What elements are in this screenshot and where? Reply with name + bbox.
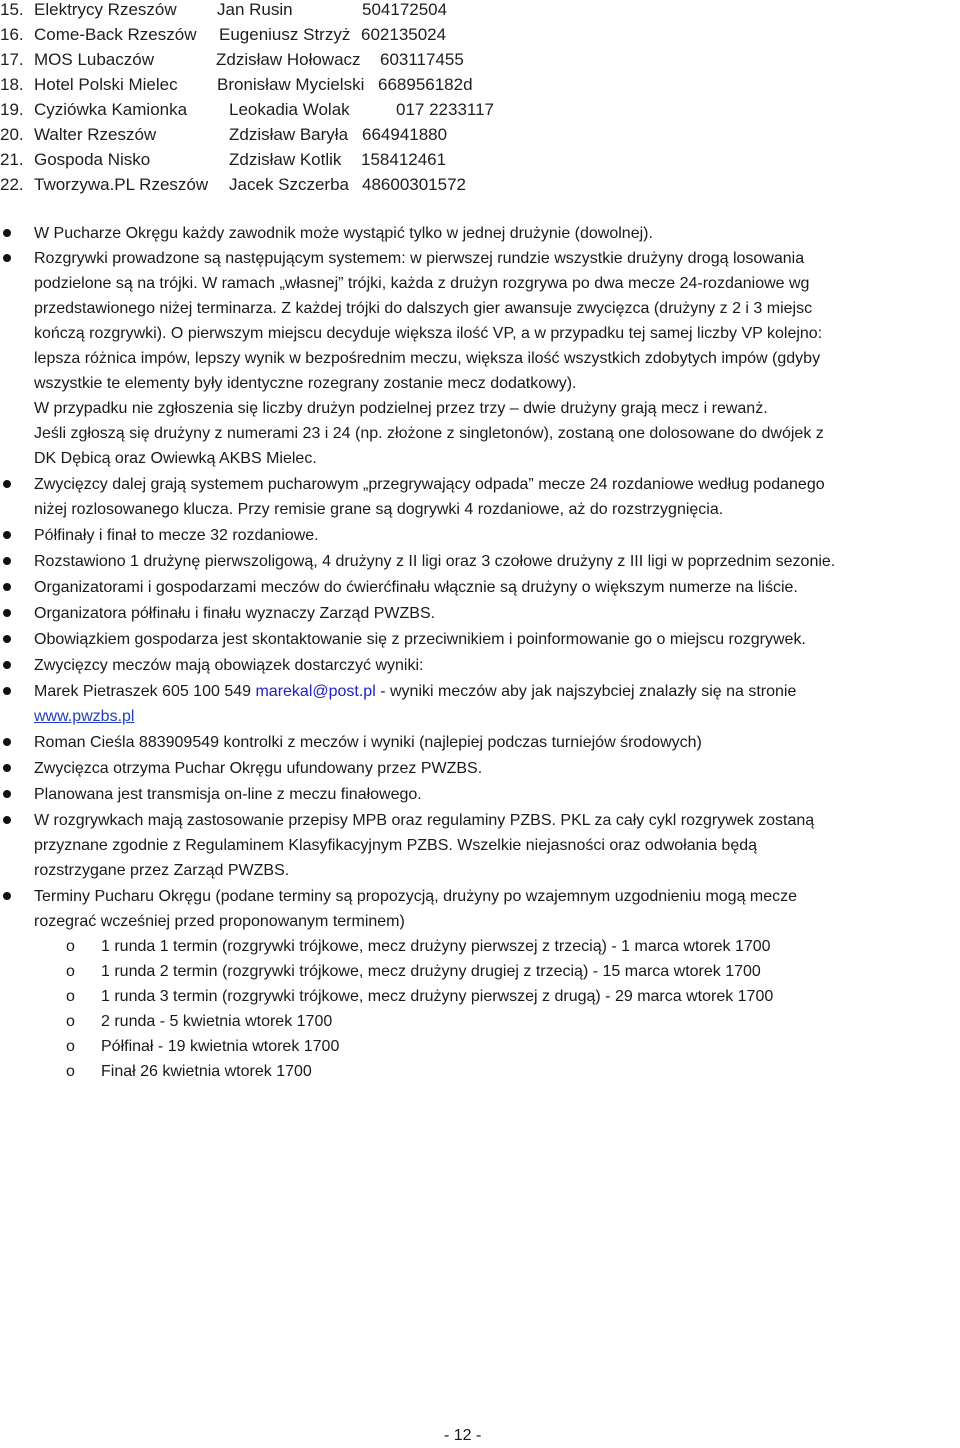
schedule-text: 2 runda - 5 kwietnia wtorek 1700 [101,1013,333,1030]
circle-bullet-icon: o [66,963,75,980]
bullet-icon [3,756,13,781]
bullet-icon [3,575,13,600]
bullet-icon [3,782,13,807]
rule-line: kończą rozgrywki). O pierwszym miejscu decyduje większa ilość VP, a w przypadku tej samej liczby VP kolejno: [34,325,823,342]
rule-line: W rozgrywkach mają zastosowanie przepisy MPB oraz regulaminy PZBS. PKL za cały cykl rozgrywek zostaną [34,812,815,829]
team-number: 17. [0,50,24,69]
schedule-text: Finał 26 kwietnia wtorek 1700 [101,1063,312,1080]
rule-line: wszystkie te elementy były identyczne rozegrany zostanie mecz dodatkowy). [34,375,577,392]
team-phone: 48600301572 [362,175,467,194]
rule-text: Zwycięzcy meczów mają obowiązek dostarczyć wyniki: [34,657,424,674]
circle-bullet-icon: o [66,1038,75,1055]
circle-bullet-icon: o [66,988,75,1005]
rule-line [34,704,959,729]
circle-bullet-icon: o [66,1013,75,1030]
schedule-text: Półfinał - 19 kwietnia wtorek 1700 [101,1038,340,1055]
website-link[interactable]: www.pwzbs.pl [34,708,135,725]
circle-bullet-icon: o [66,938,75,955]
bullet-icon [3,884,13,909]
team-name: Gospoda Nisko [34,150,151,169]
team-contact: Zdzisław Baryła [229,125,349,144]
rule-line: Terminy Pucharu Okręgu (podane terminy są propozycją, drużyny po wzajemnym uzgodnieniu mogą mecze [34,888,798,905]
team-number: 20. [0,125,24,144]
rule-text: Zwycięzca otrzyma Puchar Okręgu ufundowany przez PWZBS. [34,760,483,777]
team-name: Elektrycy Rzeszów [34,0,177,19]
rule-text [34,808,959,883]
team-number: 19. [0,100,24,119]
schedule-item [0,934,960,959]
bullet-icon [3,221,13,246]
team-phone: 504172504 [362,0,448,19]
bullet-icon [3,730,13,755]
rule-line: Rozgrywki prowadzone są następującym systemem: w pierwszej rundzie wszystkie drużyny drogą losowania [34,250,805,267]
rule-text: Obowiązkiem gospodarza jest skontaktowanie się z przeciwnikiem i poinformowanie go o miejscu rozgrywek. [34,631,806,648]
rule-line: DK Dębicą oraz Owiewką AKBS Mielec. [34,450,317,467]
team-name: Come-Back Rzeszów [34,25,197,44]
rule-line: niżej rozlosowanego klucza. Przy remisie grane są dogrywki 4 rozdaniowe, aż do rozstrzygnięcia. [34,501,724,518]
rule-text [34,472,959,522]
team-name: Cyziówka Kamionka [34,100,188,119]
bullet-icon [3,523,13,548]
team-contact: Zdzisław Hołowacz [216,50,361,69]
rule-line: Zwycięzcy dalej grają systemem pucharowym „przegrywający odpada” mecze 24 rozdaniowe według podanego [34,476,825,493]
schedule-text: 1 runda 2 termin (rozgrywki trójkowe, mecz drużyny drugiej z trzecią) - 15 marca wtorek 1700 [101,963,761,980]
rule-text: Rozstawiono 1 drużynę pierwszoligową, 4 drużyny z II ligi oraz 3 czołowe drużyny z III ligi w poprzednim sezonie. [34,553,836,570]
rule-line: rozstrzygane przez Zarząd PWZBS. [34,862,290,879]
rule-text: W Pucharze Okręgu każdy zawodnik może wystąpić tylko w jednej drużynie (dowolnej). [34,225,653,242]
bullet-icon [3,601,13,626]
rule-text: Roman Cieśla 883909549 kontrolki z meczów i wyniki (najlepiej podczas turniejów środowych) [34,734,702,751]
team-phone: 664941880 [362,125,448,144]
bullet-icon [3,246,13,271]
team-phone: 158412461 [361,150,447,169]
team-name: Tworzywa.PL Rzeszów [34,175,209,194]
schedule-text: 1 runda 1 termin (rozgrywki trójkowe, mecz drużyny pierwszej z trzecią) - 1 marca wtorek 1700 [101,938,771,955]
rule-line: lepsza różnica impów, lepszy wynik w bezpośrednim meczu, większa ilość wszystkich zdobytych impów (gdyby [34,350,821,367]
rule-text [34,679,959,729]
circle-bullet-icon: o [66,1063,75,1080]
rule-text: Planowana jest transmisja on-line z meczu finałowego. [34,786,422,803]
bullet-icon [3,627,13,652]
schedule-item [0,984,960,1009]
rule-line: przyznane zgodnie z Regulaminem Klasyfikacyjnym PZBS. Wszelkie niejasności oraz odwołania będą [34,837,758,854]
rule-text: Organizatorami i gospodarzami meczów do ćwierćfinału włącznie są drużyny o większym numerze na liście. [34,579,798,596]
bullet-icon [3,808,13,833]
team-name: Walter Rzeszów [34,125,157,144]
rule-text: Organizatora półfinału i finału wyznaczy Zarząd PWZBS. [34,605,436,622]
bullet-icon [3,549,13,574]
rule-text [34,246,959,471]
team-name: Hotel Polski Mielec [34,75,178,94]
contact-text: Marek Pietraszek 605 100 549 [34,683,256,700]
schedule-item [0,1034,960,1059]
team-contact: Bronisław Mycielski [217,75,365,94]
rule-text [34,884,959,934]
team-phone: 602135024 [361,25,447,44]
rule-line: Jeśli zgłoszą się drużyny z numerami 23 i 24 (np. złożone z singletonów), zostaną one dolosowane do dwójek z [34,425,824,442]
rule-line: rozegrać wcześniej przed proponowanym terminem) [34,913,405,930]
team-number: 16. [0,25,24,44]
team-contact: Jacek Szczerba [229,175,349,194]
team-number: 21. [0,150,24,169]
email-link[interactable]: marekal@post.pl [255,683,376,700]
team-contact: Zdzisław Kotlik [229,150,342,169]
contact-text: - wyniki meczów aby jak najszybciej znalazły się na stronie [375,683,797,700]
team-phone: 603117455 [380,50,464,69]
bullet-icon [3,472,13,497]
page-number: - 12 - [444,1427,482,1444]
schedule-item [0,1059,960,1084]
bullet-icon [3,653,13,678]
team-number: 18. [0,75,24,94]
team-name: MOS Lubaczów [34,50,154,69]
team-number: 22. [0,175,24,194]
rule-line: W przypadku nie zgłoszenia się liczby drużyn podzielnej przez trzy – dwie drużyny grają mecz i rewanż. [34,400,768,417]
rule-line: podzielone są na trójki. W ramach „własnej” trójki, każda z drużyn rozgrywa po dwa mecze 24-rozdaniowe wg [34,275,810,292]
rule-line: przedstawionego niżej terminarza. Z każdej trójki do dalszych gier awansuje zwycięzca (drużyny z 2 i 3 miejsc [34,300,813,317]
team-phone: 668956182d [378,75,473,94]
rule-line [34,679,959,704]
bullet-icon [3,679,13,704]
team-phone: 017 2233117 [396,100,495,119]
rule-text: Półfinały i finał to mecze 32 rozdaniowe. [34,527,319,544]
team-number: 15. [0,0,24,19]
schedule-item [0,1009,960,1034]
schedule-item [0,959,960,984]
team-contact: Leokadia Wolak [229,100,350,119]
team-contact: Eugeniusz Strzyż [219,25,351,44]
team-contact: Jan Rusin [217,0,293,19]
schedule-text: 1 runda 3 termin (rozgrywki trójkowe, mecz drużyny pierwszej z drugą) - 29 marca wtorek 1700 [101,988,774,1005]
